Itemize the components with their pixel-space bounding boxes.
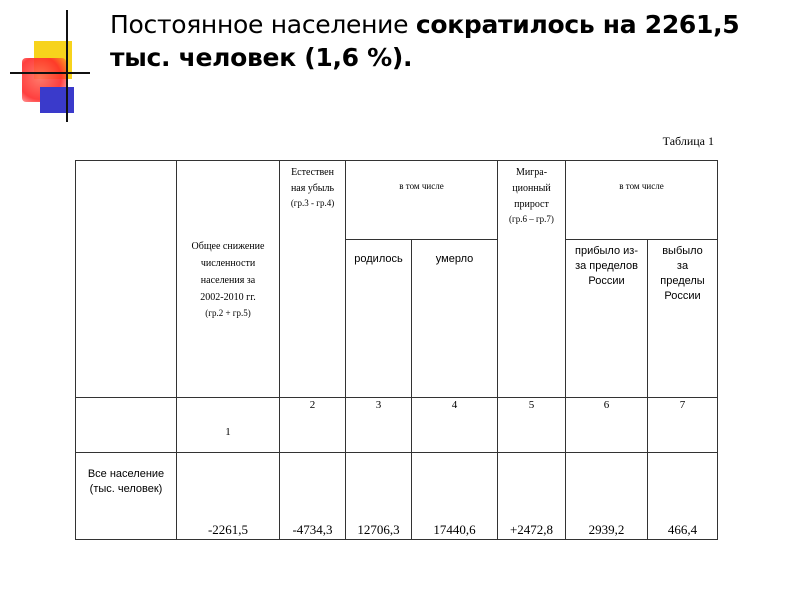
header-natural-loss-formula: (гр.3 - гр.4) [290, 198, 335, 208]
value-migration: +2472,8 [498, 453, 566, 540]
column-number-2: 2 [280, 398, 346, 453]
title-normal-part: Постоянное население [110, 10, 416, 39]
header-including-1: в том числе [346, 161, 498, 240]
value-born: 12706,3 [346, 453, 412, 540]
column-number-4: 4 [412, 398, 498, 453]
num-empty-cell [76, 398, 177, 453]
value-total-decline: -2261,5 [177, 453, 280, 540]
slide-title [110, 8, 770, 74]
header-departed: выбыло за пределы России [648, 240, 718, 398]
value-natural-loss: -4734,3 [280, 453, 346, 540]
logo-blue-square [40, 87, 74, 113]
header-natural-loss [280, 161, 346, 398]
table-caption: Таблица 1 [662, 134, 714, 148]
column-number-6: 6 [566, 398, 648, 453]
value-died: 17440,6 [412, 453, 498, 540]
column-number-1: 1 [177, 398, 280, 453]
header-natural-loss-text: Естествен ная убыль [290, 167, 335, 194]
header-total-decline-text: Общее снижение численности населения за 2002-2010 гг. [191, 240, 265, 303]
header-born: родилось [346, 240, 412, 398]
logo-horizontal-line [10, 72, 90, 74]
column-number-5: 5 [498, 398, 566, 453]
header-including-2: в том числе [566, 161, 718, 240]
header-died: умерло [412, 240, 498, 398]
header-empty-cell [76, 161, 177, 398]
population-table [75, 160, 718, 540]
logo-vertical-line [66, 10, 68, 122]
header-migration-formula: (гр.6 – гр.7) [509, 214, 554, 224]
header-arrived: прибыло из-за пределов России [566, 240, 648, 398]
header-migration [498, 161, 566, 398]
row-label: Все население (тыс. человек) [76, 453, 177, 540]
column-number-7: 7 [648, 398, 718, 453]
value-departed: 466,4 [648, 453, 718, 540]
title-bold-part: сократилось на 2261,5 тыс. человек (1,6 %). [110, 10, 740, 72]
column-number-3: 3 [346, 398, 412, 453]
header-total-decline-formula: (гр.2 + гр.5) [205, 307, 251, 318]
value-arrived: 2939,2 [566, 453, 648, 540]
header-total-decline [177, 161, 280, 398]
header-migration-text: Мигра- ционный прирост [512, 167, 551, 210]
